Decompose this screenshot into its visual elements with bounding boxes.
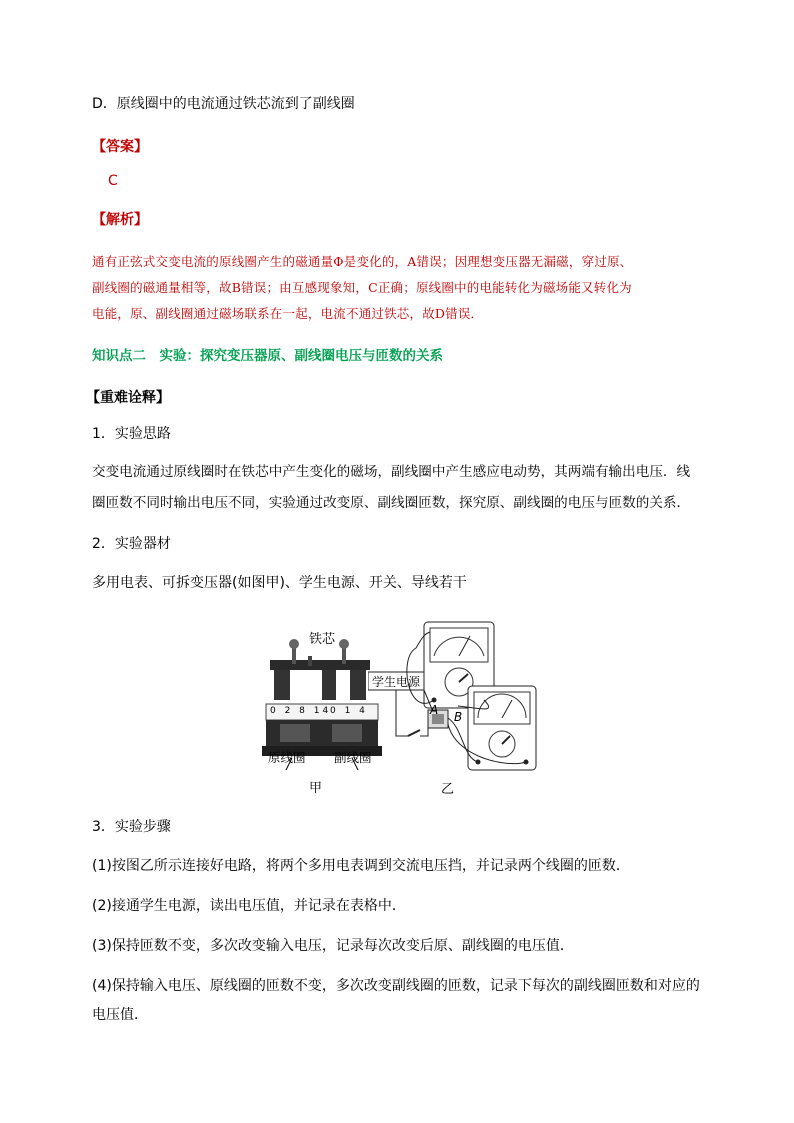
step1-line-1: 交变电流通过原线圈时在铁芯中产生变化的磁场，副线圈中产生感应电动势，其两端有输出电压．线 [92,464,691,480]
iron-core-label: 铁芯 [309,632,336,647]
secondary-coil-label: 副线圈 [334,750,372,765]
answer-value: C [108,173,118,189]
procedure-4-line-1: (4)保持输入电压、原线圈的匝数不变，多次改变副线圈的匝数，记录下每次的副线圈匝数和对应的 [92,978,700,994]
power-supply-label: 学生电源 [372,675,421,689]
label-a: A [430,703,439,717]
circuit-figure [368,618,538,778]
answer-label: 【答案】 [92,139,148,155]
caption-left: 甲 [309,781,323,796]
primary-coil-label: 原线圈 [268,750,306,765]
procedure-3: (3)保持匝数不变，多次改变输入电压，记录每次改变后原、副线圈的电压值． [92,938,574,954]
procedure-1: (1)按图乙所示连接好电路，将两个多用电表调到交流电压挡，并记录两个线圈的匝数． [92,858,630,874]
step2-text: 多用电表、可拆变压器(如图甲)、学生电源、开关、导线若干 [92,575,467,591]
step1-title: 1．实验思路 [92,426,171,442]
procedure-4-line-2: 电压值． [92,1007,148,1023]
procedure-2: (2)接通学生电源，读出电压值，并记录在表格中． [92,898,406,914]
label-b: B [454,710,463,724]
step2-title: 2．实验器材 [92,536,171,552]
section-heading: 知识点二 实验：探究变压器原、副线圈电压与匝数的关系 [92,348,443,364]
multimeter-bottom [468,686,536,770]
analysis-line-2: 副线圈的磁通量相等，故B错误；由互感现象知，C正确；原线圈中的电能转化为磁场能又转化为 [92,280,632,295]
analysis-line-1: 通有正弦式交变电流的原线圈产生的磁通量Φ是变化的，A错误；因理想变压器无漏磁，穿过原、 [92,254,633,269]
step3-title: 3．实验步骤 [92,819,171,835]
scale-left: 0 2 8 14 [270,706,332,716]
option-d: D．原线圈中的电流通过铁芯流到了副线圈 [92,96,355,112]
analysis-label: 【解析】 [92,212,148,228]
key-points-label: 【重难诠释】 [86,390,170,406]
caption-right: 乙 [441,782,455,797]
scale-right: 0 1 4 [330,706,368,716]
analysis-line-3: 电能，原、副线圈通过磁场联系在一起，电流不通过铁芯，故D错误． [92,306,484,321]
step1-line-2: 圈匝数不同时输出电压不同，实验通过改变原、副线圈匝数，探究原、副线圈的电压与匝数的关系． [92,495,691,511]
